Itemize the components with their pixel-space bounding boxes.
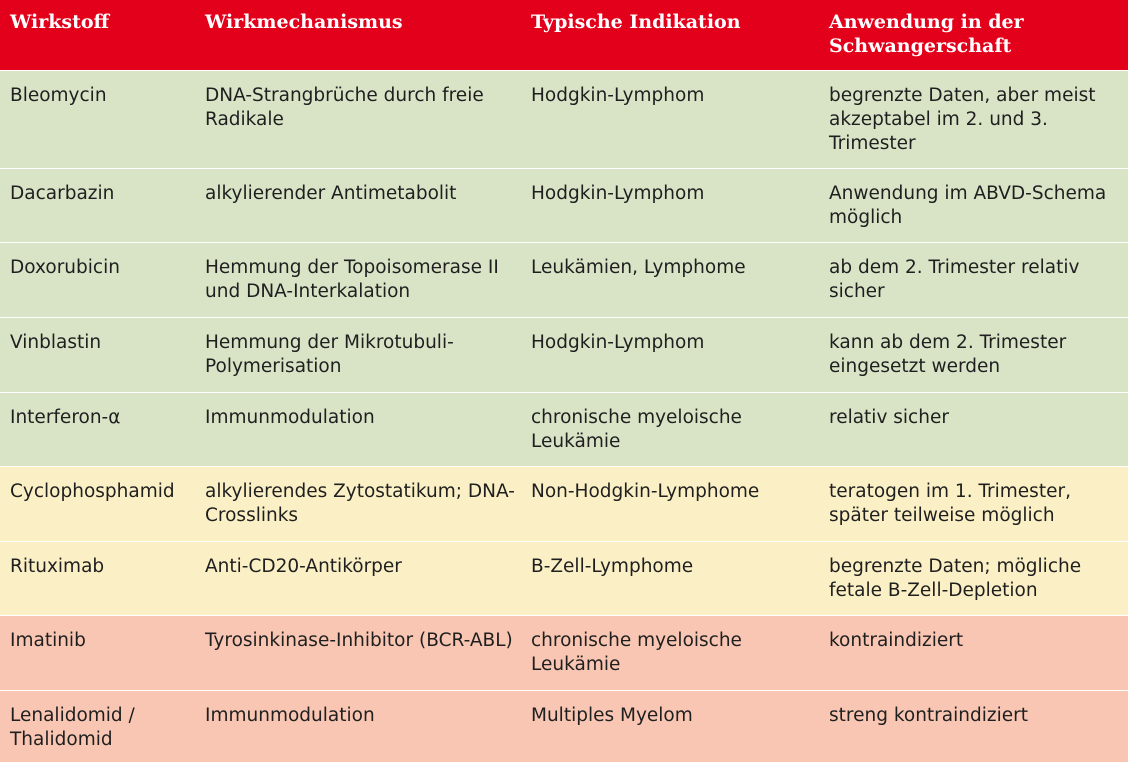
cell-wirkmechanismus: Immunmodulation (195, 690, 521, 762)
cell-wirkmechanismus: Immunmodulation (195, 392, 521, 466)
cell-schwangerschaft: begrenzte Daten, aber meist akzeptabel im 2. und 3. Trimester (819, 70, 1128, 168)
cell-wirkstoff: Imatinib (0, 615, 195, 690)
cell-schwangerschaft: ab dem 2. Trimester relativ sicher (819, 242, 1128, 317)
cell-wirkstoff: Cyclophosphamid (0, 466, 195, 541)
cell-indikation: Leukämien, Lymphome (521, 242, 819, 317)
table-body (0, 70, 1128, 762)
cell-indikation: chronische myeloische Leukämie (521, 615, 819, 690)
cell-wirkstoff: Dacarbazin (0, 168, 195, 242)
cell-schwangerschaft: begrenzte Daten; mögliche fetale B-Zell-Depletion (819, 541, 1128, 615)
cell-schwangerschaft: kann ab dem 2. Trimester eingesetzt werden (819, 317, 1128, 392)
cell-wirkmechanismus: Hemmung der Mikrotubuli-Polymerisation (195, 317, 521, 392)
cell-indikation: Multiples Myelom (521, 690, 819, 762)
header-indikation: Typische Indikation (521, 0, 819, 70)
cell-wirkmechanismus: DNA-Strangbrüche durch freie Radikale (195, 70, 521, 168)
cell-schwangerschaft: kontraindiziert (819, 615, 1128, 690)
cell-indikation: Hodgkin-Lymphom (521, 168, 819, 242)
header-wirkstoff: Wirkstoff (0, 0, 195, 70)
cell-indikation: chronische myeloische Leukämie (521, 392, 819, 466)
table-row (0, 317, 1128, 392)
cell-indikation: Hodgkin-Lymphom (521, 70, 819, 168)
cell-wirkstoff: Rituximab (0, 541, 195, 615)
cell-schwangerschaft: teratogen im 1. Trimester, später teilweise möglich (819, 466, 1128, 541)
cell-wirkmechanismus: Anti-CD20-Antikörper (195, 541, 521, 615)
cell-wirkstoff: Interferon-α (0, 392, 195, 466)
cell-wirkstoff: Doxorubicin (0, 242, 195, 317)
table-row (0, 70, 1128, 168)
cell-indikation: Non-Hodgkin-Lymphome (521, 466, 819, 541)
cell-indikation: Hodgkin-Lymphom (521, 317, 819, 392)
table-row (0, 242, 1128, 317)
cell-schwangerschaft: Anwendung im ABVD-Schema möglich (819, 168, 1128, 242)
table-header (0, 0, 1128, 70)
cell-wirkmechanismus: alkylierendes Zytostatikum; DNA-Crosslinks (195, 466, 521, 541)
table-row (0, 466, 1128, 541)
cell-indikation: B-Zell-Lymphome (521, 541, 819, 615)
cell-wirkstoff: Bleomycin (0, 70, 195, 168)
table-row (0, 541, 1128, 615)
cell-wirkstoff: Lenalidomid / Thalidomid (0, 690, 195, 762)
table-row (0, 168, 1128, 242)
cell-wirkmechanismus: alkylierender Antimetabolit (195, 168, 521, 242)
cell-schwangerschaft: relativ sicher (819, 392, 1128, 466)
cell-schwangerschaft: streng kontraindiziert (819, 690, 1128, 762)
header-schwangerschaft: Anwendung in der Schwangerschaft (819, 0, 1128, 70)
header-wirkmechanismus: Wirkmechanismus (195, 0, 521, 70)
table-row (0, 690, 1128, 762)
cell-wirkmechanismus: Hemmung der Topoisomerase II und DNA-Interkalation (195, 242, 521, 317)
header-row (0, 0, 1128, 70)
cell-wirkstoff: Vinblastin (0, 317, 195, 392)
table-row (0, 392, 1128, 466)
table-row (0, 615, 1128, 690)
cell-wirkmechanismus: Tyrosinkinase-Inhibitor (BCR-ABL) (195, 615, 521, 690)
